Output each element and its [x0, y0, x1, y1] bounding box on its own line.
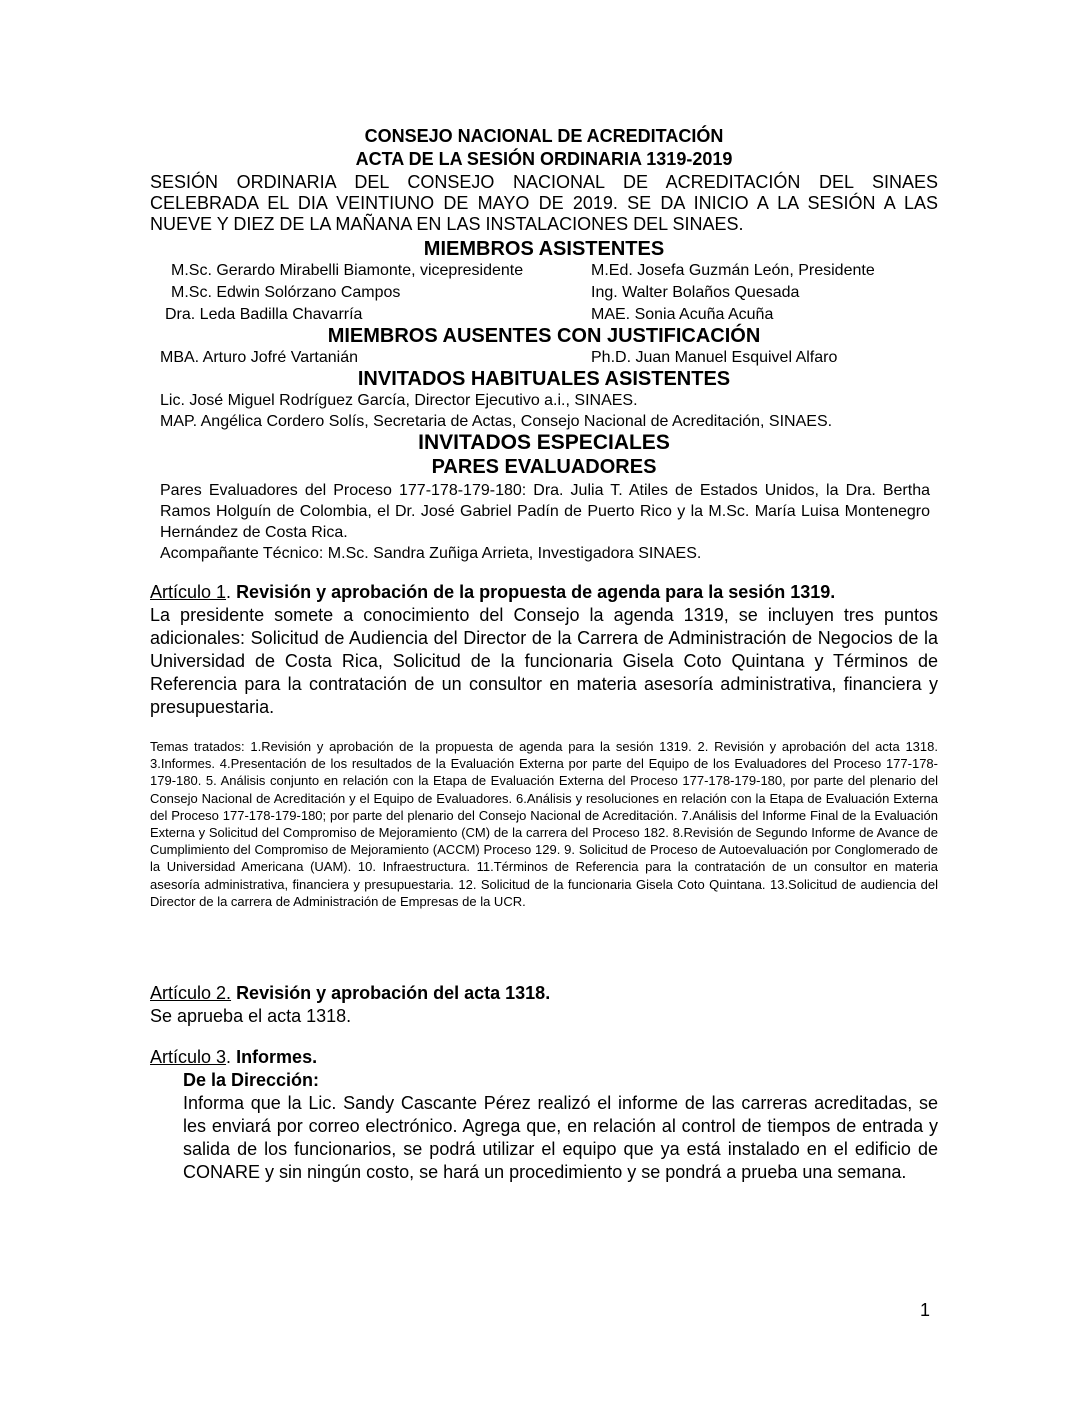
member-present: MAE. Sonia Acuña Acuña — [591, 306, 774, 323]
member-absent: Ph.D. Juan Manuel Esquivel Alfaro — [591, 349, 838, 366]
special-guests-heading: INVITADOS ESPECIALES — [418, 431, 670, 454]
article-3-title: Informes. — [236, 1047, 318, 1067]
peers-text: Pares Evaluadores del Proceso 177-178-179-180: Dra. Julia T. Atiles de Estados Unidos, la Dra. Bertha Ramos Holguín de Colombia, el Dr. José Gabriel Padín de Puerto Rico y la M.Sc. María Luisa Montenegro Hernández de Costa Rica. — [160, 482, 930, 541]
member-present: M.Ed. Josefa Guzmán León, Presidente — [591, 262, 875, 279]
usual-guest: MAP. Angélica Cordero Solís, Secretaria de Actas, Consejo Nacional de Acreditación, SINAES. — [160, 413, 833, 430]
member-present: Ing. Walter Bolaños Quesada — [591, 284, 800, 301]
topics-list: Temas tratados: 1.Revisión y aprobación de la propuesta de agenda para la sesión 1319. 2. Revisión y aprobación del acta 1318. 3.Informes. 4.Presentación de los resultados de la Evaluación Externa por parte del Equipo de los Evaluadores del Proceso 177-178-179-180. 5. Análisis conjunto en relación con la Etapa de Evaluación Externa del Proceso 177-178-179-180, por parte del plenario del Consejo Nacional de Acreditación y el Equipo de Evaluadores. 6.Análisis y resoluciones en relación con la Etapa de Evaluación Externa del Proceso 177-178-179-180; por parte del plenario del Consejo Nacional de Acreditación. 7.Análisis del Informe Final de la Evaluación Externa y Solicitud del Compromiso de Mejoramiento (CM) de la carrera del Proceso 182. 8.Revisión de Segundo Informe de Avance de Cumplimiento del Compromiso de Mejoramiento (ACCM) Proceso 129. 9. Solicitud de Proceso de Autoevaluación por Conglomerado de la Universidad Americana (UAM). 10. Infraestructura. 11.Términos de Referencia para la contratación de un consultor en materia asesoría administrativa, financiera y presupuestaria. 12. Solicitud de la funcionaria Gisela Coto Quintana. 13.Solicitud de audiencia del Director de la carrera de Administración de Empresas de la UCR. — [150, 739, 938, 909]
article-3: Artículo 3. Informes. — [150, 1047, 318, 1067]
article-1-label: Artículo 1 — [150, 582, 227, 602]
technical-companion: Acompañante Técnico: M.Sc. Sandra Zuñiga Arrieta, Investigadora SINAES. — [160, 545, 702, 562]
member-present: Dra. Leda Badilla Chavarría — [165, 306, 363, 323]
session-title: ACTA DE LA SESIÓN ORDINARIA 1319-2019 — [355, 149, 733, 169]
usual-guests-heading: INVITADOS HABITUALES ASISTENTES — [357, 368, 731, 390]
article-1: Artículo 1. Revisión y aprobación de la propuesta de agenda para la sesión 1319. La presidente somete a conocimiento del Consejo la agenda 1319, se incluyen tres puntos adicionales: Solicitud de Audiencia del Director de la Carrera de Administración de Negocios de la Universidad de Costa Rica, Solicitud de la funcionaria Gisela Coto Quintana y Términos de Referencia para la contratación de un consultor en materia asesoría administrativa, financiera y presupuestaria. — [150, 582, 938, 717]
direction-body: Informa que la Lic. Sandy Cascante Pérez realizó el informe de las carreras acreditadas, se les enviará por correo electrónico. Agrega que, en relación al control de tiempos de entrada y salida de los funcionarios, se podrá utilizar el equipo que ya está instalado en el edificio de CONARE y sin ningún costo, se hará un procedimiento y se pondrá a prueba una semana. — [183, 1093, 938, 1182]
member-absent: MBA. Arturo Jofré Vartanián — [160, 349, 359, 366]
document-title: CONSEJO NACIONAL DE ACREDITACIÓN — [364, 126, 724, 146]
peers-heading: PARES EVALUADORES — [431, 456, 657, 478]
article-3-label: Artículo 3 — [150, 1047, 227, 1067]
session-intro: SESIÓN ORDINARIA DEL CONSEJO NACIONAL DE ACREDITACIÓN DEL SINAES CELEBRADA EL DIA VEINTIUNO DE MAYO DE 2019. SE DA INICIO A LA SESIÓN A LAS NUEVE Y DIEZ DE LA MAÑANA EN LAS INSTALACIONES DEL SINAES. — [150, 172, 938, 234]
article-2 — [150, 982, 938, 1028]
article-1-title: Revisión y aprobación de la propuesta de agenda para la sesión 1319. — [236, 582, 836, 602]
peers-block — [160, 480, 930, 564]
members-present-heading: MIEMBROS ASISTENTES — [423, 238, 665, 260]
direction-section — [183, 1069, 938, 1184]
members-absent-heading: MIEMBROS AUSENTES CON JUSTIFICACIÓN — [327, 325, 761, 347]
direction-heading: De la Dirección: — [183, 1070, 320, 1090]
member-present: M.Sc. Edwin Solórzano Campos — [171, 284, 401, 301]
article-2-label: Artículo 2. — [150, 983, 232, 1003]
member-present: M.Sc. Gerardo Mirabelli Biamonte, vicepresidente — [171, 262, 524, 279]
page-number: 1 — [920, 1300, 931, 1320]
article-2-body: Se aprueba el acta 1318. — [150, 1006, 352, 1026]
article-2-title: Revisión y aprobación del acta 1318. — [236, 983, 551, 1003]
article-1-body: La presidente somete a conocimiento del Consejo la agenda 1319, se incluyen tres puntos adicionales: Solicitud de Audiencia del Director de la Carrera de Administración de Negocios de la Universidad de Costa Rica, Solicitud de la funcionaria Gisela Coto Quintana y Términos de Referencia para la contratación de un consultor en materia asesoría administrativa, financiera y presupuestaria. — [150, 605, 938, 717]
usual-guest: Lic. José Miguel Rodríguez García, Director Ejecutivo a.i., SINAES. — [160, 392, 638, 409]
